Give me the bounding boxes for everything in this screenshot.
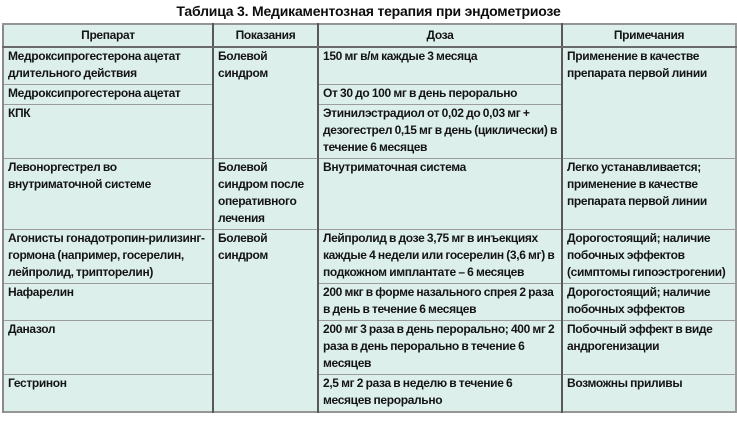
cell-notes: Легко устанавливается; применение в качестве препарата первой линии: [562, 159, 736, 230]
table-row: [3, 230, 736, 284]
cell-dose: От 30 до 100 мг в день перорально: [318, 85, 562, 105]
table-row: [3, 375, 736, 413]
cell-drug: Медроксипрогестерона ацетат длительного действия: [3, 47, 213, 85]
cell-notes: Дорогостоящий; наличие побочных эффектов (симптомы гипоэстрогении): [562, 230, 736, 284]
column-header-indication: Показания: [213, 24, 318, 47]
cell-dose: 2,5 мг 2 раза в неделю в течение 6 месяцев перорально: [318, 375, 562, 413]
cell-dose: 200 мкг в форме назального спрея 2 раза в день в течение 6 месяцев: [318, 284, 562, 321]
cell-drug: Медроксипрогестерона ацетат: [3, 85, 213, 105]
cell-notes: Дорогостоящий; наличие побочных эффектов: [562, 284, 736, 321]
cell-drug: Нафарелин: [3, 284, 213, 321]
cell-drug: КПК: [3, 105, 213, 159]
cell-notes: Применение в качестве препарата первой линии: [562, 47, 736, 159]
cell-drug: Агонисты гонадотропин-рилизинг-гормона (например, госерелин, лейпролид, трипторелин): [3, 230, 213, 284]
medication-table: [2, 23, 737, 413]
cell-dose: Этинилэстрадиол от 0,02 до 0,03 мг + дезогестрел 0,15 мг в день (циклически) в течение 6 месяцев: [318, 105, 562, 159]
cell-dose: 150 мг в/м каждые 3 месяца: [318, 47, 562, 85]
cell-dose: Внутриматочная система: [318, 159, 562, 230]
cell-notes: Возможны приливы: [562, 375, 736, 413]
table-header-row: [3, 24, 736, 47]
table-row: [3, 321, 736, 375]
cell-dose: 200 мг 3 раза в день перорально; 400 мг 2 раза в день перорально в течение 6 месяцев: [318, 321, 562, 375]
cell-drug: Даназол: [3, 321, 213, 375]
cell-indication: Болевой синдром: [213, 230, 318, 413]
column-header-dose: Доза: [318, 24, 562, 47]
page-title: Таблица 3. Медикаментозная терапия при эндометриозе: [176, 3, 561, 19]
cell-indication: Болевой синдром после оперативного лечения: [213, 159, 318, 230]
cell-dose: Лейпролид в дозе 3,75 мг в инъекциях каждые 4 недели или госерелин (3,6 мг) в подкожном имплантате – 6 месяцев: [318, 230, 562, 284]
column-header-drug: Препарат: [3, 24, 213, 47]
cell-drug: Левоноргестрел во внутриматочной системе: [3, 159, 213, 230]
cell-notes: Побочный эффект в виде андрогенизации: [562, 321, 736, 375]
cell-indication: Болевой синдром: [213, 47, 318, 159]
table-row: [3, 47, 736, 85]
cell-drug: Гестринон: [3, 375, 213, 413]
table-row: [3, 159, 736, 230]
column-header-notes: Примечания: [562, 24, 736, 47]
table-body: [3, 47, 736, 412]
table-row: [3, 284, 736, 321]
